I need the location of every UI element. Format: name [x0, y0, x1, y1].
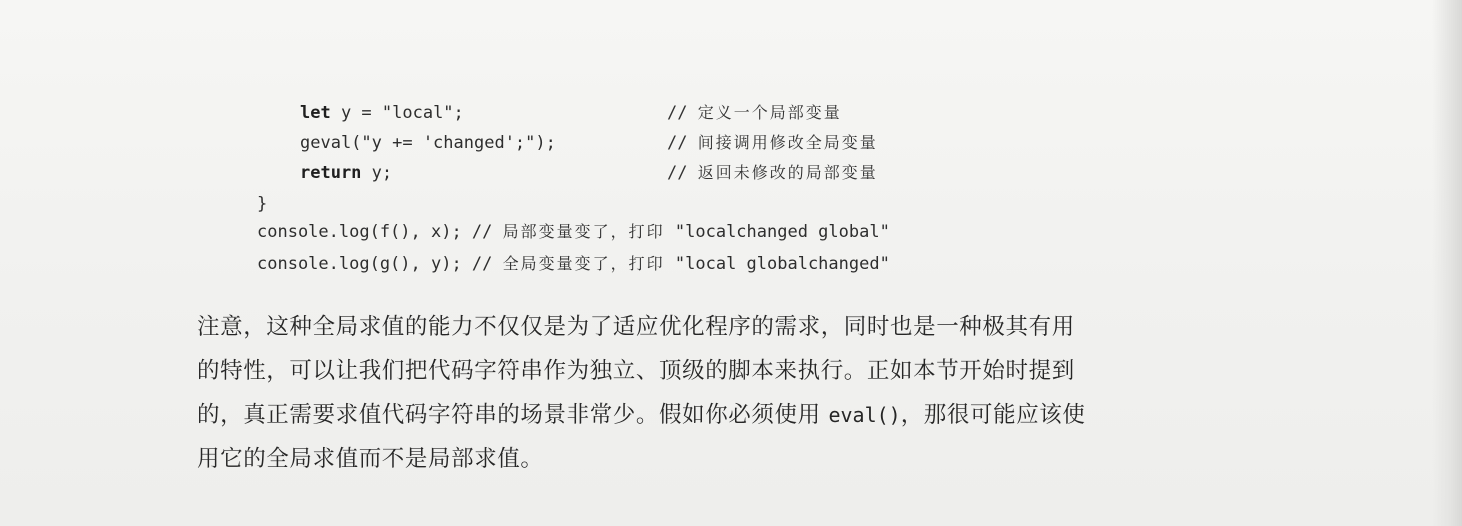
keyword-return: return [300, 163, 362, 183]
comment-marker: // [667, 133, 698, 153]
comment-text: 局部变量变了，打印 [502, 222, 665, 241]
paragraph-line-1: 注意，这种全局求值的能力不仅仅是为了适应优化程序的需求，同时也是一种极其有用 [197, 314, 1075, 340]
keyword-let: let [300, 103, 331, 123]
code-text: console.log(f(), x); // [257, 222, 503, 242]
paragraph-text: 的，真正需要求值代码字符串的场景非常少。假如你必须使用 [197, 402, 829, 428]
code-line-console-log-g [257, 252, 890, 276]
code-comment [667, 161, 878, 185]
body-paragraph [197, 305, 1277, 481]
code-text: } [257, 194, 268, 214]
code-line-let [300, 101, 464, 125]
code-comment [667, 101, 842, 125]
paragraph-line-3 [197, 393, 1277, 437]
paragraph-line-4: 用它的全局求值而不是局部求值。 [197, 446, 544, 472]
code-comment [667, 131, 878, 155]
code-text: y; [361, 163, 393, 183]
comment-tail: "local globalchanged" [664, 254, 890, 274]
code-line-geval [300, 131, 556, 155]
code-line-console-log-f [257, 220, 890, 244]
inline-code-eval: eval() [828, 403, 901, 427]
comment-tail: "localchanged global" [664, 222, 890, 242]
code-line-return [300, 161, 392, 185]
paragraph-text: ，那很可能应该使 [900, 402, 1086, 428]
code-text: y = "local"; [330, 103, 464, 123]
code-line-close-brace [257, 192, 267, 216]
comment-marker: // [667, 103, 698, 123]
comment-marker: // [667, 163, 698, 183]
comment-text: 定义一个局部变量 [697, 103, 842, 122]
comment-text: 全局变量变了，打印 [502, 254, 665, 273]
paragraph-line-2: 的特性，可以让我们把代码字符串作为独立、顶级的脚本来执行。正如本节开始时提到 [197, 358, 1075, 384]
code-text: console.log(g(), y); // [257, 254, 503, 274]
code-text: geval("y += 'changed';"); [300, 133, 556, 153]
comment-text: 间接调用修改全局变量 [697, 133, 878, 152]
comment-text: 返回未修改的局部变量 [697, 163, 878, 182]
